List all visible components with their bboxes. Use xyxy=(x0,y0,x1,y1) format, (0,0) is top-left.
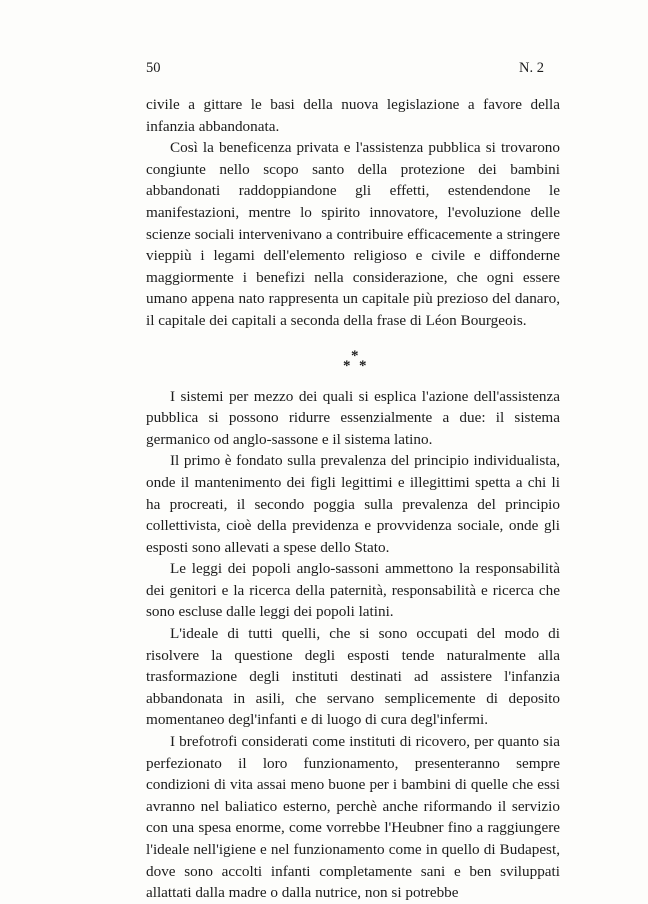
paragraph: civile a gittare le basi della nuova legislazione a favore della infanzia abbandonata. xyxy=(146,96,560,135)
asterism-star: * xyxy=(351,347,359,364)
paragraph: I sistemi per mezzo dei quali si esplica l'azione dell'assistenza pubblica si possono ridurre essenzialmente a due: il sistema germanico od anglo-sassone e il sistema latino. xyxy=(146,387,560,448)
asterism-star: * xyxy=(359,357,367,374)
paragraph: Il primo è fondato sulla prevalenza del principio individualista, onde il mantenimento dei figli legittimi e illegittimi spetta a chi li ha procreati, il secondo poggia sulla prevalenza del principio collettivista, cioè della previdenza e provvidenza sociale, onde gli esposti sono allevati a spese dello Stato. xyxy=(146,452,560,556)
paragraph: Le leggi dei popoli anglo-sassoni ammettono la responsabilità dei genitori e la ricerca della paternità, responsabilità e ricerca che sono escluse dalle leggi dei popoli latini. xyxy=(146,560,560,621)
section-separator xyxy=(146,332,560,386)
body-text xyxy=(146,94,560,904)
paragraph: I brefotrofi considerati come instituti di ricovero, per quanto sia perfezionato il loro funzionamento, presenteranno sempre condizioni di vita assai meno buone per i bambini di quelle che essi avranno nel baliatico esterno, perchè anche riformando il servizio con una spesa enorme, come vorrebbe l'Heubner fino a raggiungere l'ideale nell'igiene e nel funzionamento come in quello di Budapest, dove sono accolti infanti completamente sani e ben sviluppati allattati dalla madre o dalla nutrice, non si potrebbe xyxy=(146,733,560,902)
paragraph: L'ideale di tutti quelli, che si sono occupati del modo di risolvere la questione degli esposti tende naturalmente alla trasformazione degli instituti destinati ad assistere l'infanzia abbandonata in asili, che servano semplicemente di deposito momentaneo degl'infanti e di luogo di cura degl'infermi. xyxy=(146,625,560,729)
issue-number: N. 2 xyxy=(519,60,544,76)
page-header xyxy=(146,60,544,82)
asterism-star: * xyxy=(343,357,351,374)
paragraph: Così la beneficenza privata e l'assistenza pubblica si trovarono congiunte nello scopo santo della protezione dei bambini abbandonati raddoppiandone gli effetti, estendendone le manifestazioni, mentre lo spirito innovatore, l'evoluzione delle scienze sociali intervenivano a contribuire efficacemente a stringere vieppiù i legami dell'elemento religioso e civile e diffonderne maggiormente i benefizi nella considerazione, che ogni essere umano appena nato rappresenta un capitale più prezioso del danaro, il capitale dei capitali a seconda della frase di Léon Bourgeois. xyxy=(146,139,560,329)
page-number: 50 xyxy=(146,60,161,76)
